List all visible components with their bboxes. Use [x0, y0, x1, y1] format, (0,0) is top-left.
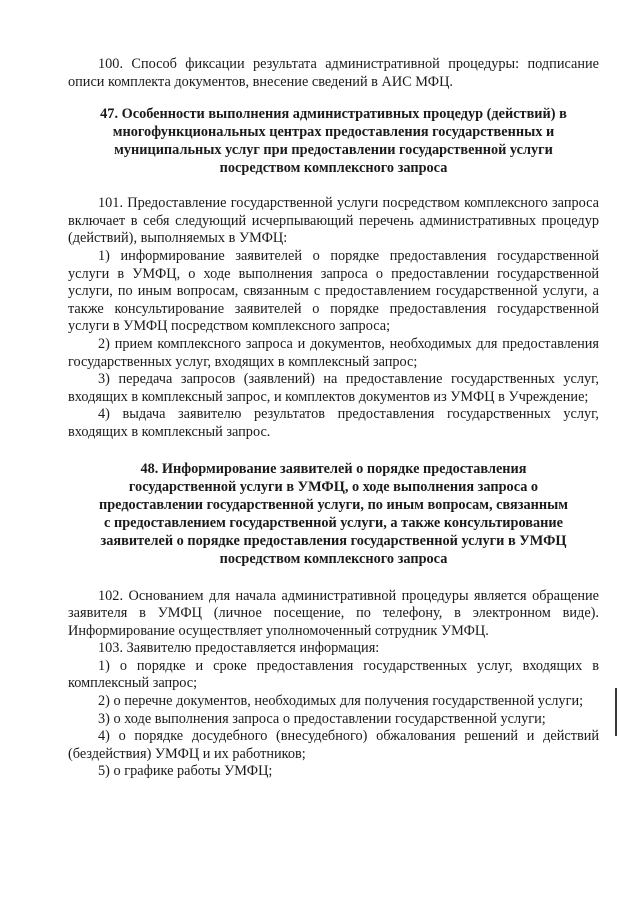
page-content	[68, 56, 599, 781]
list-item-103-2: 2) о перечне документов, необходимых для получения государственной услуги;	[98, 693, 584, 710]
list-item-101-3: 3) передача запросов (заявлений) на предоставление государственных услуг, входящих в комплексный запрос, и комплектов документов из УМФЦ в Учреждение;	[68, 371, 599, 405]
section-47-heading: 47. Особенности выполнения административных процедур (действий) в многофункциональных центрах предоставления государственных и муниципальных услуг при предоставлении государственной услуги посредством комплексного запроса	[100, 106, 567, 177]
scan-edge-mark	[615, 688, 617, 736]
list-item-101-4: 4) выдача заявителю результатов предоставления государственных услуг, входящих в комплексный запрос.	[68, 406, 599, 440]
list-item-103-3: 3) о ходе выполнения запроса о предоставлении государственной услуги;	[98, 710, 546, 727]
list-item-101-2: 2) прием комплексного запроса и документов, необходимых для предоставления государственных услуг, входящих в комплексный запрос;	[68, 335, 599, 370]
list-item-103-4: 4) о порядке досудебного (внесудебного) обжалования решений и действий (бездействия) УМФЦ и их работников;	[68, 728, 599, 762]
list-item-103-5: 5) о графике работы УМФЦ;	[98, 763, 273, 780]
paragraph-100: 100. Способ фиксации результата административной процедуры: подписание описи комплекта документов, внесение сведений в АИС МФЦ.	[68, 56, 599, 90]
list-item-101-1: 1) информирование заявителей о порядке предоставления государственной услуги в УМФЦ, о ходе выполнения запроса о предоставлении государственной услуги, по иным вопросам, связанным с предоставлением государственной услуги, а также консультирование заявителей о порядке предоставления государственной услуги в УМФЦ посредством комплексного запроса;	[68, 247, 599, 335]
paragraph-102: 102. Основанием для начала административной процедуры является обращение заявителя в УМФЦ (личное посещение, по телефону, в электронном виде). Информирование осуществляет уполномоченный сотрудник УМФЦ.	[68, 587, 599, 639]
list-item-103-1: 1) о порядке и сроке предоставления государственных услуг, входящих в комплексный запрос;	[68, 657, 599, 692]
section-48-heading: 48. Информирование заявителей о порядке предоставления государственной услуги в УМФЦ, о ходе выполнения запроса о предоставлении государственной услуги, по иным вопросам, связанным с предоставлением государственной услуги, а также консультирование заявителей о порядке предоставления государственной услуги в УМФЦ посредством комплексного запроса	[98, 460, 569, 567]
paragraph-101: 101. Предоставление государственной услуги посредством комплексного запроса включает в себя следующий исчерпывающий перечень административных процедур (действий), выполняемых в УМФЦ:	[68, 195, 599, 247]
paragraph-103: 103. Заявителю предоставляется информация:	[98, 640, 380, 657]
